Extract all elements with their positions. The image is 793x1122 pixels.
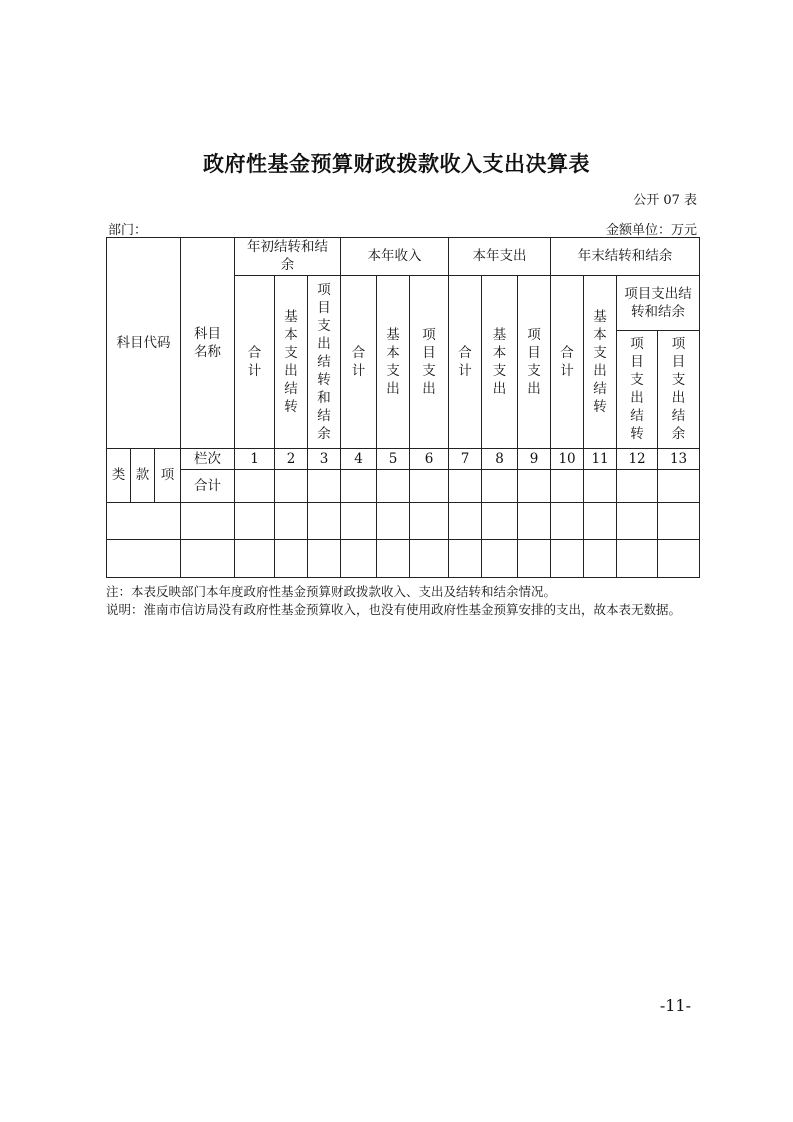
table-cell xyxy=(551,470,584,503)
header-income-basic: 基本支出 xyxy=(377,276,410,449)
header-item: 项 xyxy=(155,449,181,503)
table-cell xyxy=(584,540,617,578)
page-number: -11- xyxy=(659,996,691,1015)
table-cell xyxy=(518,540,551,578)
col-number: 13 xyxy=(658,449,700,470)
header-subject-name: 科目名称 xyxy=(181,238,235,449)
table-cell xyxy=(308,470,341,503)
col-number: 9 xyxy=(518,449,551,470)
header-income-project: 项目支出 xyxy=(410,276,449,449)
header-end-project-carry-balance: 项目支出结转和结余 xyxy=(617,276,700,331)
table-cell xyxy=(181,540,235,578)
header-end-project-balance: 项目支出结余 xyxy=(658,331,700,449)
header-class: 类 xyxy=(107,449,131,503)
header-group-end: 年末结转和结余 xyxy=(551,238,700,276)
row-total-label: 合计 xyxy=(181,470,235,503)
table-cell xyxy=(308,503,341,540)
header-group-expense: 本年支出 xyxy=(449,238,551,276)
table-cell xyxy=(377,470,410,503)
header-group-income: 本年收入 xyxy=(341,238,449,276)
table-cell xyxy=(658,540,700,578)
table-cell xyxy=(275,470,308,503)
header-income-total: 合计 xyxy=(341,276,377,449)
table-cell xyxy=(410,470,449,503)
col-number: 1 xyxy=(235,449,275,470)
col-number: 8 xyxy=(482,449,518,470)
table-cell xyxy=(482,503,518,540)
table-cell xyxy=(551,540,584,578)
notes xyxy=(106,583,726,619)
table-row xyxy=(107,503,700,540)
table-cell xyxy=(658,470,700,503)
table-cell xyxy=(341,540,377,578)
table-cell xyxy=(107,540,181,578)
col-number: 7 xyxy=(449,449,482,470)
header-end-project-carry: 项目支出结转 xyxy=(617,331,658,449)
header-begin-project-carry-balance: 项目支出结转和结余 xyxy=(308,276,341,449)
header-begin-total: 合计 xyxy=(235,276,275,449)
table-cell xyxy=(410,503,449,540)
table-cell xyxy=(449,470,482,503)
unit-label: 金额单位：万元 xyxy=(605,223,697,238)
row-index-label: 栏次 xyxy=(181,449,235,470)
table-cell xyxy=(617,470,658,503)
header-group-begin: 年初结转和结余 xyxy=(235,238,341,276)
header-end-basic-carry: 基本支出结转 xyxy=(584,276,617,449)
header-begin-basic-carry: 基本支出结转 xyxy=(275,276,308,449)
header-expense-total: 合计 xyxy=(449,276,482,449)
table-cell xyxy=(275,540,308,578)
header-expense-basic: 基本支出 xyxy=(482,276,518,449)
table-cell xyxy=(181,503,235,540)
explanation-text: 说明：淮南市信访局没有政府性基金预算收入，也没有使用政府性基金预算安排的支出，故本表无数据。 xyxy=(106,602,682,617)
department-label: 部门： xyxy=(108,223,148,238)
table-cell xyxy=(518,470,551,503)
table-cell xyxy=(449,540,482,578)
table-cell xyxy=(551,503,584,540)
table-cell xyxy=(235,503,275,540)
table-cell xyxy=(275,503,308,540)
table-cell xyxy=(235,470,275,503)
table-cell xyxy=(518,503,551,540)
table-cell xyxy=(107,503,181,540)
table-cell xyxy=(617,503,658,540)
table-row xyxy=(107,540,700,578)
col-number: 2 xyxy=(275,449,308,470)
header-end-total: 合计 xyxy=(551,276,584,449)
table-cell xyxy=(235,540,275,578)
col-number: 10 xyxy=(551,449,584,470)
budget-table xyxy=(106,237,700,578)
table-cell xyxy=(584,503,617,540)
table-cell xyxy=(410,540,449,578)
header-expense-project: 项目支出 xyxy=(518,276,551,449)
col-number: 12 xyxy=(617,449,658,470)
col-number: 4 xyxy=(341,449,377,470)
table-cell xyxy=(617,540,658,578)
table-cell xyxy=(308,540,341,578)
table-cell xyxy=(482,470,518,503)
form-number: 公开 07 表 xyxy=(633,193,697,208)
page-title: 政府性基金预算财政拨款收入支出决算表 xyxy=(203,152,590,176)
table-cell xyxy=(449,503,482,540)
col-number: 3 xyxy=(308,449,341,470)
col-number: 6 xyxy=(410,449,449,470)
note-text: 注：本表反映部门本年度政府性基金预算财政拨款收入、支出及结转和结余情况。 xyxy=(106,584,557,599)
table-cell xyxy=(377,540,410,578)
header-subject-code: 科目代码 xyxy=(107,238,181,449)
col-number: 11 xyxy=(584,449,617,470)
table-cell xyxy=(584,470,617,503)
table-cell xyxy=(341,470,377,503)
table-cell xyxy=(377,503,410,540)
table-cell xyxy=(658,503,700,540)
header-section: 款 xyxy=(131,449,155,503)
table-cell xyxy=(482,540,518,578)
table-cell xyxy=(341,503,377,540)
col-number: 5 xyxy=(377,449,410,470)
